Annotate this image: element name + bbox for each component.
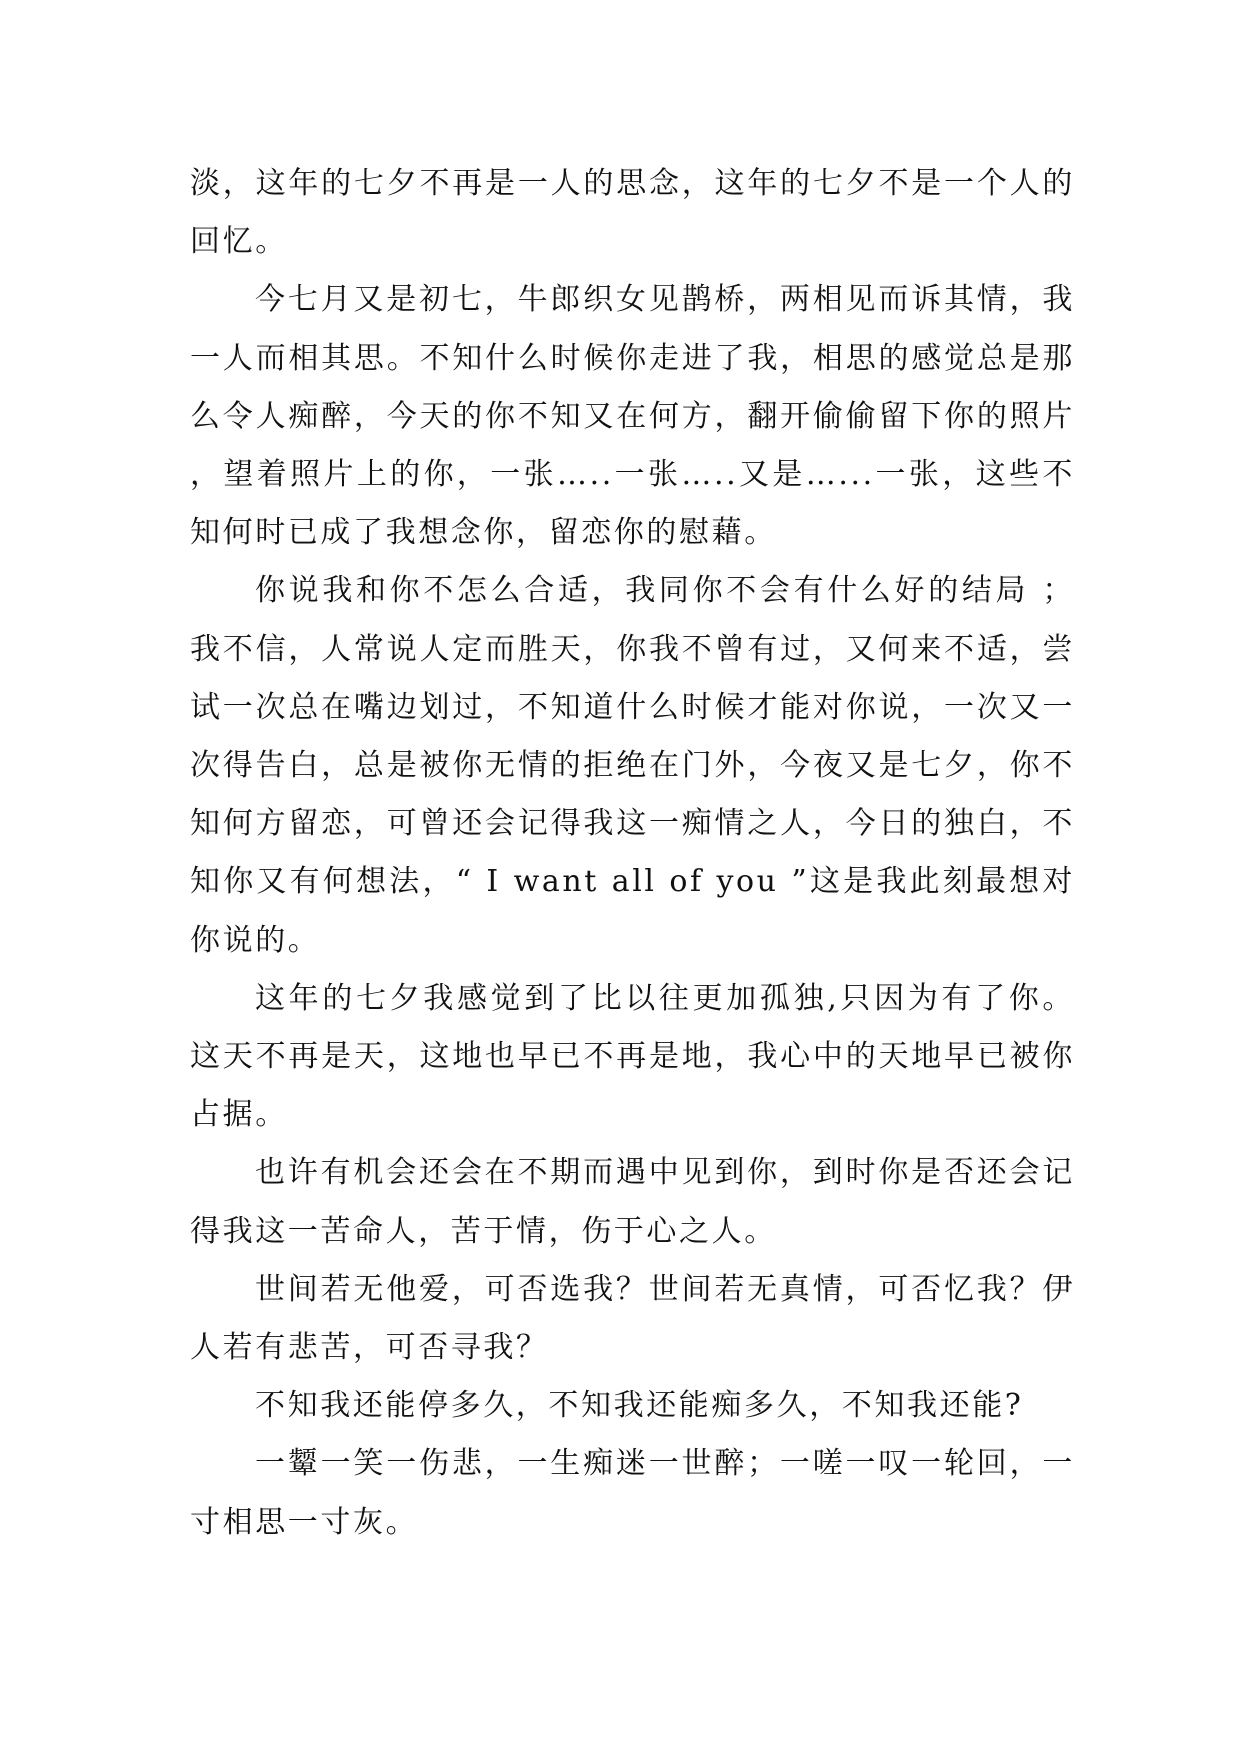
document-body [190,155,1075,1552]
paragraph: 不知我还能停多久，不知我还能痴多久，不知我还能? [255,1388,1024,1424]
paragraph-continuation: 淡，这年的七夕不再是一人的思念，这年的七夕不是一个人的回忆。 [190,166,1075,260]
paragraph: 今七月又是初七，牛郎织女见鹊桥，两相见而诉其情，我一人而相其思。不知什么时候你走进了我，相思的感觉总是那么令人痴醉，今天的你不知又在何方，翻开偷偷留下你的照片，望着照片上的你，一张…..一张…..又是…...一张，这些不知何时已成了我想念你，留恋你的慰藉。 [190,282,1075,551]
paragraph: 你说我和你不怎么合适，我同你不会有什么好的结局 ；我不信，人常说人定而胜天，你我不曾有过，又何来不适，尝试一次总在嘴边划过，不知道什么时候才能对你说，一次又一次得告白，总是被你无情的拒绝在门外，今夜又是七夕，你不知何方留恋，可曾还会记得我这一痴情之人，今日的独白，不知你又有何想法，“ I want all of you ”这是我此刻最想对你说的。 [190,573,1075,958]
paragraph: 世间若无他爱，可否选我？世间若无真情，可否忆我？伊人若有悲苦，可否寻我？ [190,1271,1075,1366]
paragraph: 这年的七夕我感觉到了比以往更加孤独,只因为有了你。这天不再是天，这地也早已不再是地，我心中的天地早已被你占据。 [190,980,1075,1133]
paragraph: 也许有机会还会在不期而遇中见到你，到时你是否还会记得我这一苦命人，苦于情，伤于心之人。 [190,1155,1075,1249]
paragraph: 一颦一笑一伤悲，一生痴迷一世醉；一嗟一叹一轮回，一寸相思一寸灰。 [190,1446,1075,1540]
